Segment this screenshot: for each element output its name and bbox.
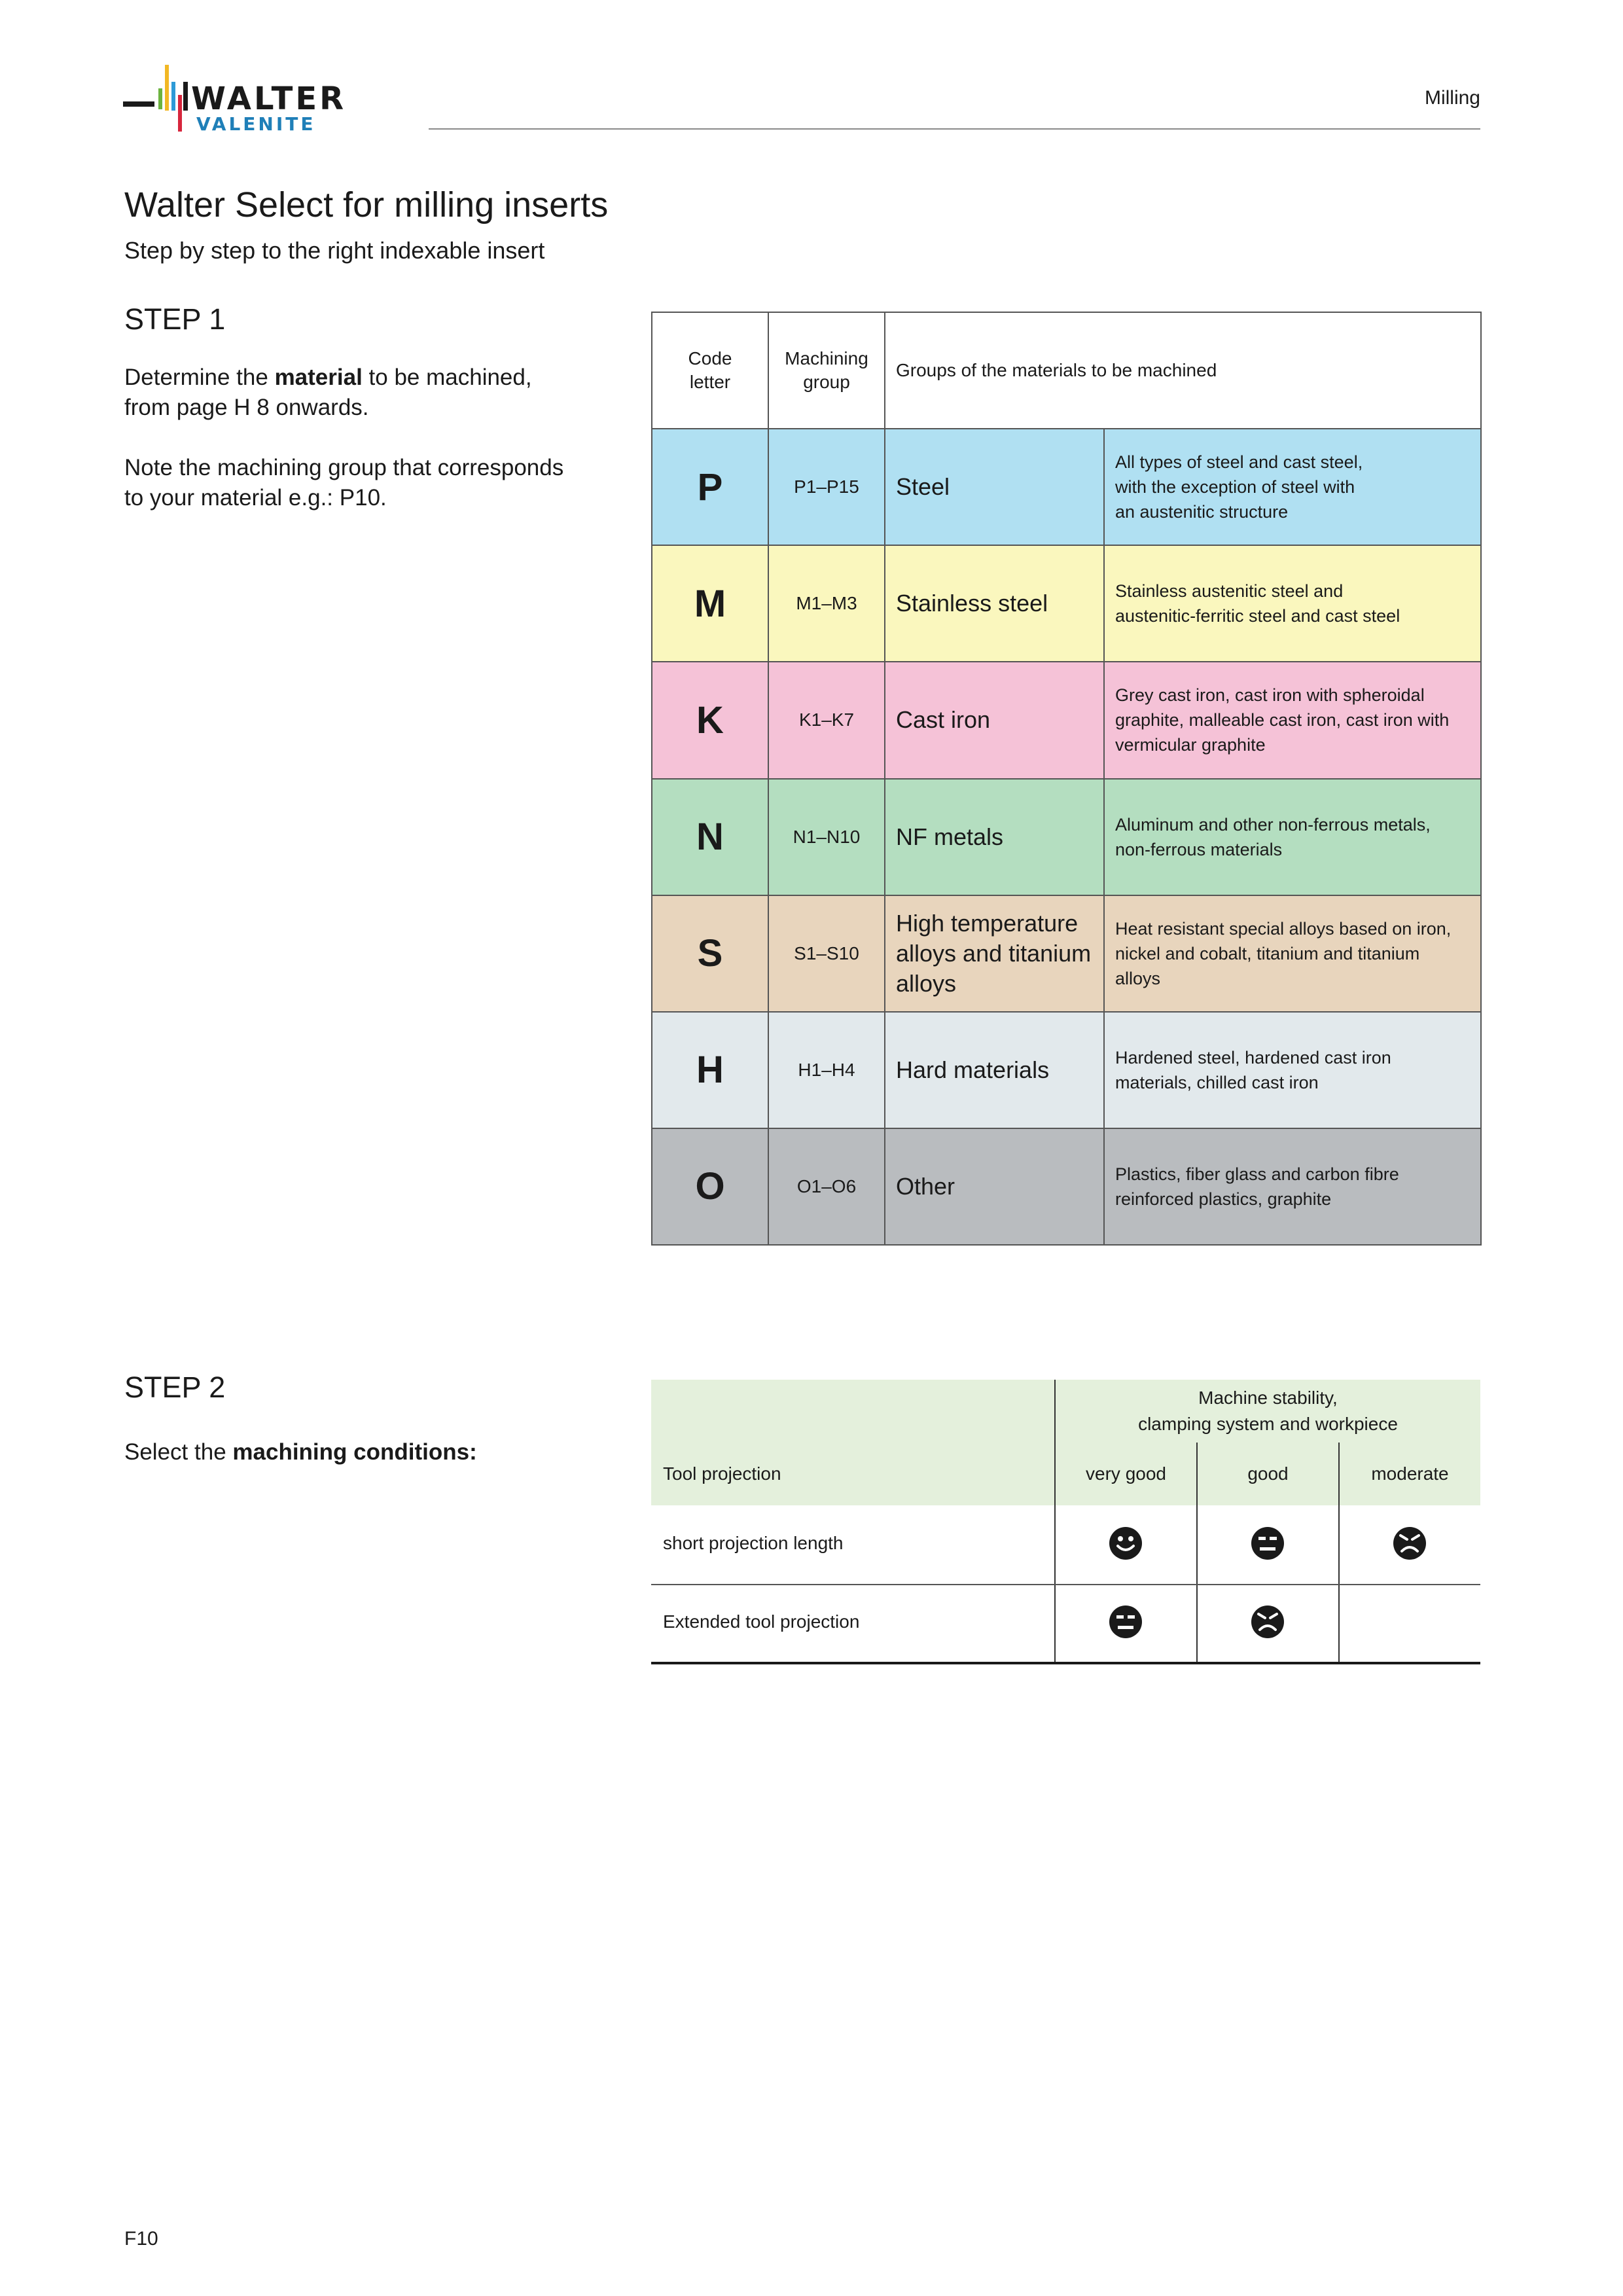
material-row-h xyxy=(652,1012,1481,1128)
header-machining-group: Machining group xyxy=(768,312,885,429)
code-letter: O xyxy=(652,1128,768,1245)
brand-bottom: VALENITE xyxy=(196,113,316,134)
machining-group: O1–O6 xyxy=(768,1128,885,1245)
material-description: Grey cast iron, cast iron with spheroidal graphite, malleable cast iron, cast iron with vermicular graphite xyxy=(1104,662,1481,778)
header-material-groups: Groups of the materials to be machined xyxy=(885,312,1481,429)
column-moderate: moderate xyxy=(1371,1463,1449,1484)
material-group-name: Stainless steel xyxy=(885,545,1104,662)
step1-paragraph-1: Determine the material to be machined, from page H 8 onwards. xyxy=(124,365,532,420)
neutral-face-icon xyxy=(1251,1526,1285,1560)
material-description: Hardened steel, hardened cast iron materials, chilled cast iron xyxy=(1104,1012,1481,1128)
machining-group: H1–H4 xyxy=(768,1012,885,1128)
neutral-face-icon xyxy=(1109,1605,1143,1639)
material-group-name: High temperature alloys and titanium alloys xyxy=(885,895,1104,1012)
code-letter: P xyxy=(652,429,768,545)
walter-valenite-logo xyxy=(123,62,398,134)
material-row-p xyxy=(652,429,1481,545)
column-good: good xyxy=(1247,1463,1289,1484)
code-letter: K xyxy=(652,662,768,778)
page-number: F10 xyxy=(124,2228,158,2250)
tool-projection-header: Tool projection xyxy=(663,1463,781,1484)
material-group-name: Cast iron xyxy=(885,662,1104,778)
happy-face-icon xyxy=(1109,1526,1143,1560)
code-letter: H xyxy=(652,1012,768,1128)
header-rule xyxy=(429,128,1480,130)
machine-stability-header: Machine stability, clamping system and workpiece xyxy=(1138,1388,1398,1434)
material-group-name: NF metals xyxy=(885,779,1104,895)
row-label-extended-projection: Extended tool projection xyxy=(663,1611,860,1632)
material-row-s xyxy=(652,895,1481,1012)
material-table-header xyxy=(652,312,1481,429)
material-group-name: Hard materials xyxy=(885,1012,1104,1128)
row-label-short-projection: short projection length xyxy=(663,1533,844,1553)
page-title: Walter Select for milling inserts xyxy=(124,185,609,224)
code-letter: S xyxy=(652,895,768,1012)
material-row-n xyxy=(652,779,1481,895)
material-description: Aluminum and other non-ferrous metals, non-ferrous materials xyxy=(1104,779,1481,895)
header-code-letter: Code letter xyxy=(652,312,768,429)
material-group-name: Steel xyxy=(885,429,1104,545)
machining-group: S1–S10 xyxy=(768,895,885,1012)
code-letter: M xyxy=(652,545,768,662)
step2-text: Select the machining conditions: xyxy=(124,1439,477,1465)
machining-group: N1–N10 xyxy=(768,779,885,895)
machining-group: P1–P15 xyxy=(768,429,885,545)
brand-top: WALTER xyxy=(191,81,347,117)
material-group-name: Other xyxy=(885,1128,1104,1245)
material-description: Plastics, fiber glass and carbon fibre reinforced plastics, graphite xyxy=(1104,1128,1481,1245)
section-label: Milling xyxy=(1424,87,1480,109)
material-row-o xyxy=(652,1128,1481,1245)
machining-group: M1–M3 xyxy=(768,545,885,662)
material-description: Heat resistant special alloys based on iron, nickel and cobalt, titanium and titanium alloys xyxy=(1104,895,1481,1012)
step1-heading: STEP 1 xyxy=(124,302,226,336)
material-row-m xyxy=(652,545,1481,662)
step1-paragraph-2: Note the machining group that corresponds to your material e.g.: P10. xyxy=(124,455,564,511)
frowning-face-icon xyxy=(1251,1605,1285,1639)
material-description: Stainless austenitic steel and austenitic-ferritic steel and cast steel xyxy=(1104,545,1481,662)
machining-group: K1–K7 xyxy=(768,662,885,778)
frowning-face-icon xyxy=(1393,1526,1427,1560)
material-description: All types of steel and cast steel, with the exception of steel with an austenitic structure xyxy=(1104,429,1481,545)
material-table xyxy=(651,312,1482,1246)
column-very-good: very good xyxy=(1086,1463,1166,1484)
machining-conditions-table xyxy=(651,1380,1480,1665)
code-letter: N xyxy=(652,779,768,895)
material-row-k xyxy=(652,662,1481,778)
page-subtitle: Step by step to the right indexable insert xyxy=(124,237,545,264)
step2-heading: STEP 2 xyxy=(124,1371,226,1404)
